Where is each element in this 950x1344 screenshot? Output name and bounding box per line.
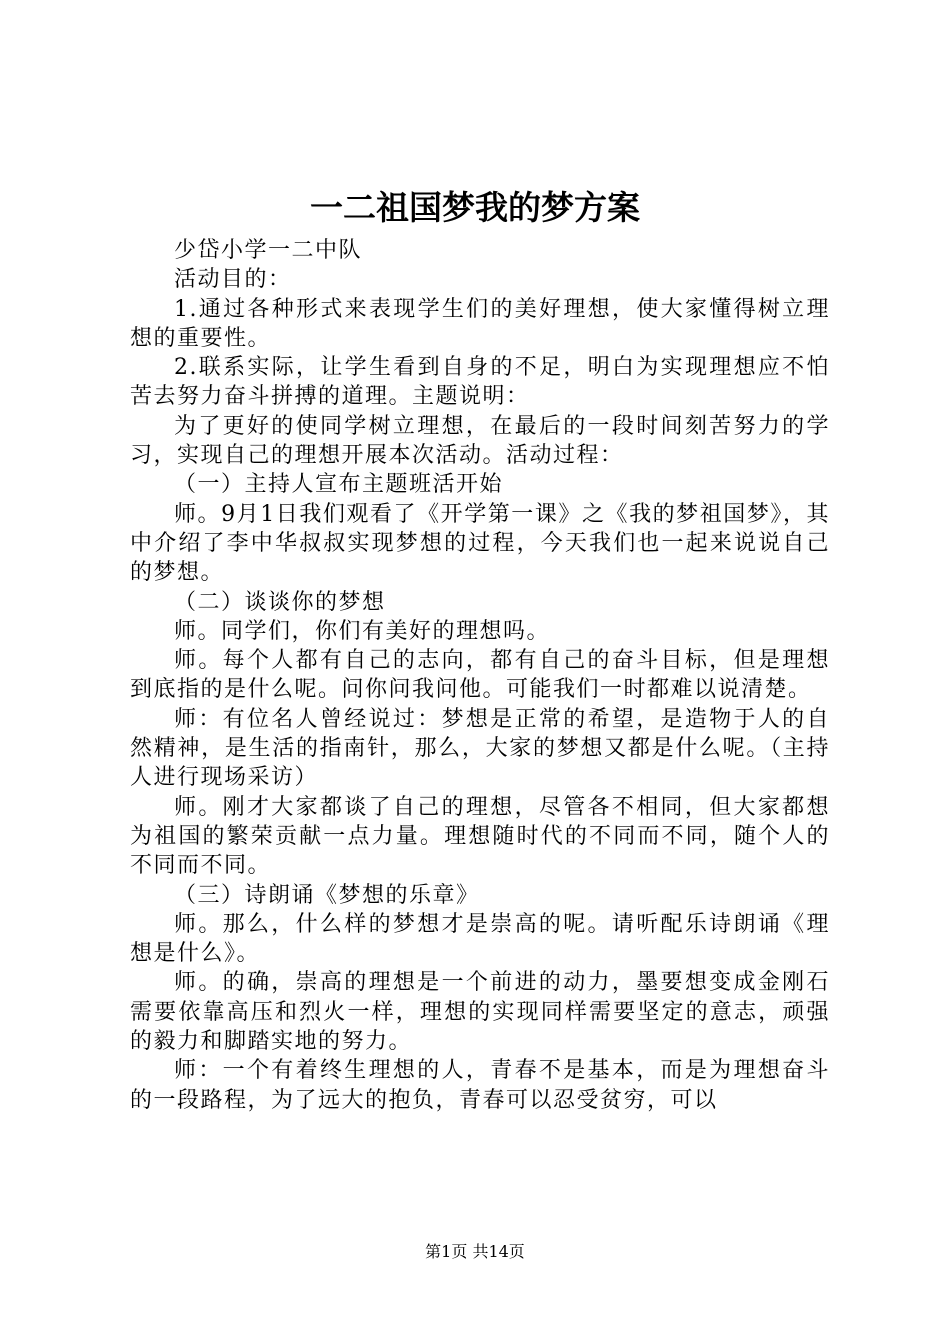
paragraph-activity-purpose-heading: 活动目的： <box>174 267 292 293</box>
paragraph-school-class: 少岱小学一二中队 <box>174 238 363 263</box>
paragraph-teacher-intro: 师。9月1日我们观看了《开学第一课》之《我的梦祖国梦》，其中介绍了李中华叔叔实现梦想的过程，今天我们也一起来说说自己的梦想。 <box>130 501 830 586</box>
document-body <box>130 236 830 1115</box>
paragraph-teacher-question: 师。同学们，你们有美好的理想吗。 <box>174 618 551 644</box>
paragraph-section-3-heading: （三）诗朗诵《梦想的乐章》 <box>174 882 480 908</box>
paragraph-purpose-2: 2.联系实际，让学生看到自身的不足，明白为实现理想应不怕苦去努力奋斗拼搏的道理。主题说明： <box>130 355 830 410</box>
paragraph-section-2-heading: （二）谈谈你的梦想 <box>174 589 386 615</box>
paragraph-purpose-1: 1.通过各种形式来表现学生们的美好理想，使大家懂得树立理想的重要性。 <box>130 296 830 351</box>
paragraph-teacher-quote: 师：有位名人曾经说过：梦想是正常的希望，是造物于人的自然精神，是生活的指南针，那么，大家的梦想又都是什么呢。（主持人进行现场采访） <box>130 706 830 791</box>
paragraph-theme-description: 为了更好的使同学树立理想，在最后的一段时间刻苦努力的学习，实现自己的理想开展本次活动。活动过程： <box>130 413 830 469</box>
paragraph-teacher-summary: 师。刚才大家都谈了自己的理想，尽管各不相同，但大家都想为祖国的繁荣贡献一点力量。理想随时代的不同而不同，随个人的不同而不同。 <box>130 794 830 879</box>
document-title: 一二祖国梦我的梦方案 <box>310 188 640 227</box>
paragraph-section-1-heading: （一）主持人宣布主题班活开始 <box>174 472 504 498</box>
page-indicator: 第1页 共14页 <box>425 1242 525 1261</box>
paragraph-teacher-aspiration: 师。每个人都有自己的志向，都有自己的奋斗目标，但是理想到底指的是什么呢。问你问我问他。可能我们一时都难以说清楚。 <box>130 648 830 703</box>
paragraph-teacher-diamond: 师。的确，崇高的理想是一个前进的动力，墨要想变成金刚石需要依靠高压和烈火一样，理想的实现同样需要坚定的意志，顽强的毅力和脚踏实地的努力。 <box>130 970 830 1055</box>
paragraph-teacher-poem: 师。那么，什么样的梦想才是崇高的呢。请听配乐诗朗诵《理想是什么》。 <box>130 911 830 967</box>
paragraph-teacher-youth: 师：一个有着终生理想的人，青春不是基本，而是为理想奋斗的一段路程，为了远大的抱负，青春可以忍受贫穷，可以 <box>130 1058 830 1113</box>
